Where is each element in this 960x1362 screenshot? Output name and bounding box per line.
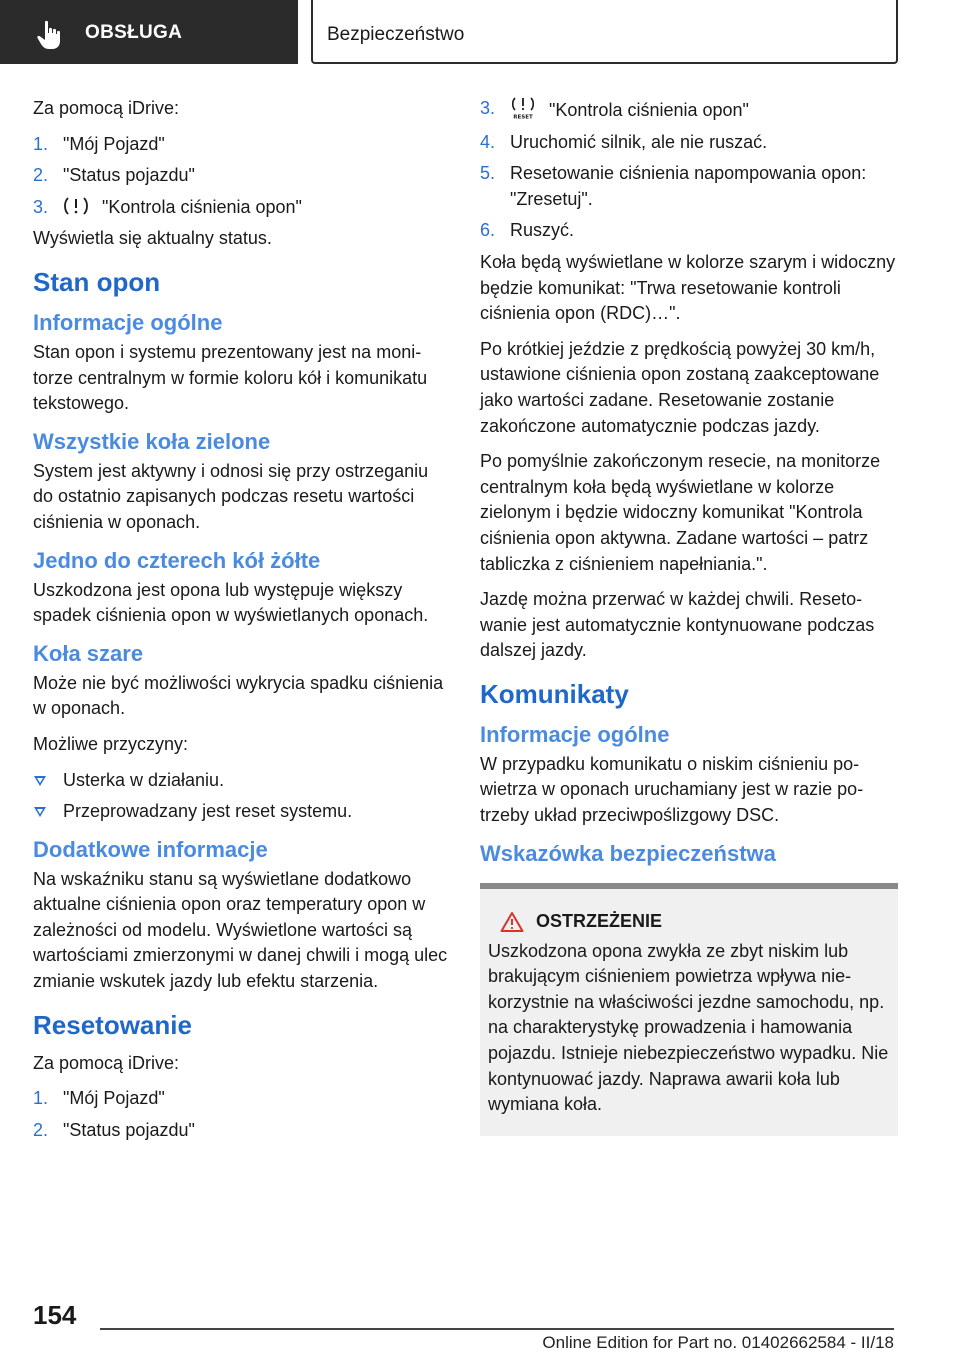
list-item xyxy=(33,768,451,794)
chapter-label: Bezpieczeństwo xyxy=(327,24,465,45)
paragraph: Na wskaźniku stanu są wyświetlane dodatkowo aktualne ciśnienia opon oraz temperatury opon w zależności od modelu. Wyświetlone wartości są wartościami zmierzonymi w danej chwili i mogą ulec zmianie wskutek jazdy lub efektu starzenia. xyxy=(33,868,448,992)
bullet-triangle-icon xyxy=(34,776,46,786)
step-number: 2. xyxy=(33,165,49,186)
heading-safety-note: Wskazówka bezpieczeństwa xyxy=(480,840,776,866)
step-number: 6. xyxy=(480,220,496,241)
chapter-tab xyxy=(311,0,898,64)
right-column xyxy=(480,96,898,1136)
step-text: "Status pojazdu" xyxy=(63,1119,195,1140)
paragraph: Może nie być możliwości wykrycia spadku ciśnienia w oponach. xyxy=(33,672,444,719)
page-header xyxy=(0,0,960,66)
step-number: 3. xyxy=(480,98,496,118)
step-text: Ruszyć. xyxy=(510,220,575,241)
list-item xyxy=(33,163,451,189)
step-number: 3. xyxy=(33,196,49,217)
list-item xyxy=(480,161,898,212)
step-number: 5. xyxy=(480,163,496,184)
heading-reset: Resetowanie xyxy=(33,1009,192,1040)
cause-text: Usterka w działaniu. xyxy=(63,769,225,790)
step-number: 1. xyxy=(33,1088,49,1109)
bullet-triangle-icon xyxy=(34,807,46,817)
paragraph: System jest aktywny i odnosi się przy ostrzeganiu do ostatnio zapisanych podczas resetu wartości ciśnienia w oponach. xyxy=(33,460,429,532)
section-tab xyxy=(0,0,298,64)
status-text: Wyświetla się aktualny status. xyxy=(33,228,272,249)
list-item xyxy=(480,218,898,244)
paragraph: Po krótkiej jeździe z prędkością powyżej 30 km/h, ustawione ciśnienia opon zostaną zaakceptowane jako wartości zadane. Resetowanie zostanie zakończone automatycznie podczas jazdy. xyxy=(480,338,880,436)
list-item xyxy=(480,96,898,124)
warning-box xyxy=(480,883,898,1136)
step-number: 1. xyxy=(33,133,49,154)
paragraph: W przypadku komunikatu o niskim ciśnieniu powietrza w oponach uruchamiany jest w razie potrzeby układ przeciwpoślizgowy DSC. xyxy=(480,753,864,826)
warning-title-row xyxy=(500,911,890,933)
step-number: 4. xyxy=(480,131,496,152)
heading-all-green: Wszystkie koła zielone xyxy=(33,428,271,454)
list-item xyxy=(33,1086,451,1112)
warning-triangle-icon xyxy=(500,911,524,933)
steps-list xyxy=(480,96,898,244)
step-number: 2. xyxy=(33,1119,49,1140)
step-text: "Mój Pojazd" xyxy=(63,1088,165,1109)
step-text: Resetowanie ciśnienia napompowania opon: "Zresetuj". xyxy=(510,163,867,209)
section-label: OBSŁUGA xyxy=(85,22,183,43)
list-item xyxy=(33,799,451,825)
step-text: "Kontrola ciśnienia opon" xyxy=(102,196,302,217)
steps-list xyxy=(33,132,451,221)
list-item xyxy=(480,130,898,156)
warning-title: OSTRZEŻENIE xyxy=(536,911,663,932)
tire-pressure-icon xyxy=(63,195,89,217)
warning-text: Uszkodzona opona zwykła ze zbyt niskim lub brakującym ciśnieniem powietrza wpływa niekorzystnie na właściwości jezdne samochodu, np. na charakterystykę prowadzenia i hamowania pojazdu. Istnieje niebezpieczeństwo wypadku. Nie kontynuować jazdy. Naprawa awarii koła lub wymiana koła. xyxy=(488,940,889,1115)
steps-list xyxy=(33,1086,451,1143)
tire-pressure-reset-icon xyxy=(510,96,536,120)
left-column xyxy=(33,96,451,1149)
step-text: "Kontrola ciśnienia opon" xyxy=(549,100,749,120)
heading-extra-info: Dodatkowe informacje xyxy=(33,836,268,862)
hand-pointer-icon xyxy=(36,20,64,50)
intro-text: Za pomocą iDrive: xyxy=(33,98,180,118)
paragraph: Jazdę można przerwać w każdej chwili. Resetowanie jest automatycznie kontynuowane podczas dalszej jazdy. xyxy=(480,589,875,661)
heading-general-info: Informacje ogólne xyxy=(480,721,670,747)
page-number: 154 xyxy=(33,1300,77,1330)
cause-text: Przeprowadzany jest reset systemu. xyxy=(63,801,353,822)
list-item xyxy=(33,195,451,221)
paragraph: Uszkodzona jest opona lub występuje większy spadek ciśnienia opon w wyświetlanych oponach. xyxy=(33,579,429,626)
reset-icon-label: RESET xyxy=(513,114,533,120)
heading-yellow: Jedno do czterech kół żółte xyxy=(33,547,321,573)
edition-text: Online Edition for Part no. 01402662584 - II/18 xyxy=(542,1333,894,1352)
paragraph: Stan opon i systemu prezentowany jest na monitorze centralnym w formie koloru kół i komunikatu tekstowego. xyxy=(33,341,428,414)
footer-divider xyxy=(100,1328,894,1330)
step-text: Uruchomić silnik, ale nie ruszać. xyxy=(510,131,768,152)
paragraph: Koła będą wyświetlane w kolorze szarym i widoczny będzie komunikat: "Trwa resetowanie kontroli ciśnienia opon (RDC)…". xyxy=(480,251,896,324)
heading-grey: Koła szare xyxy=(33,640,144,666)
heading-messages: Komunikaty xyxy=(480,678,629,709)
causes-label: Możliwe przyczyny: xyxy=(33,733,189,754)
step-text: "Status pojazdu" xyxy=(63,165,195,186)
intro-text: Za pomocą iDrive: xyxy=(33,1052,180,1073)
paragraph: Po pomyślnie zakończonym resecie, na monitorze centralnym koła będą wyświetlane w kolorze zielonym i będzie widoczny komunikat "Kontrola ciśnienia opon aktywna. Zadane wartości – patrz tabliczka z ciśnieniem napełniania.". xyxy=(480,451,881,574)
list-item xyxy=(33,132,451,158)
heading-general-info: Informacje ogólne xyxy=(33,309,223,335)
heading-tire-status: Stan opon xyxy=(33,266,161,297)
step-text: "Mój Pojazd" xyxy=(63,133,165,154)
list-item xyxy=(33,1118,451,1144)
causes-list xyxy=(33,768,451,825)
